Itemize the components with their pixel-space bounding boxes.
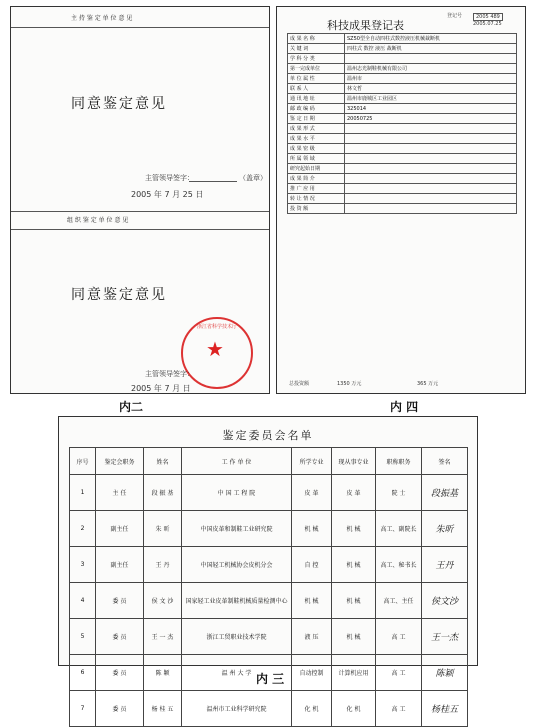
invest-label: 总投资额: [289, 381, 310, 387]
table-cell: 主 任: [96, 475, 144, 511]
form-row-value: [345, 164, 517, 174]
column-header: 姓名: [144, 448, 182, 475]
table-cell: 中 国 工 程 院: [182, 475, 292, 511]
form-row: [288, 154, 517, 164]
form-row-label: 所 属 领 域: [288, 154, 345, 164]
form-row-value: [345, 144, 517, 154]
table-cell: 4: [70, 583, 96, 619]
form-row-label: 推 广 应 用: [288, 184, 345, 194]
form-row: [288, 174, 517, 184]
form-row-value: 325014: [345, 104, 517, 114]
table-cell: 皮 革: [292, 475, 332, 511]
registration-table: [287, 33, 517, 214]
panel-host-opinion: [10, 6, 270, 394]
table-cell: 委 员: [96, 583, 144, 619]
column-header: 所学专业: [292, 448, 332, 475]
table-cell: 液 压: [292, 619, 332, 655]
table-cell: 高工、秘书长: [376, 547, 422, 583]
form-row-value: 温州市鹿城区工业园区: [345, 94, 517, 104]
reg-no-label: 登记号: [447, 13, 463, 19]
form-row-value: [345, 54, 517, 64]
form-row-label: 联 系 人: [288, 84, 345, 94]
form-row-label: 成 果 名 称: [288, 34, 345, 44]
form-row: [288, 114, 517, 124]
form-row-value: [345, 184, 517, 194]
form-row-label: 关 键 词: [288, 44, 345, 54]
table-cell: 化 机: [332, 691, 376, 727]
table-cell: 陈 颖: [144, 655, 182, 691]
table-cell: 化 机: [292, 691, 332, 727]
table-cell: 委 员: [96, 619, 144, 655]
form-row-label: 研究起始日期: [288, 164, 345, 174]
form-row-value: 林文哲: [345, 84, 517, 94]
table-cell: 副主任: [96, 511, 144, 547]
form-row: [288, 74, 517, 84]
signature: 王一杰: [422, 619, 468, 655]
form-row-value: 温州市: [345, 74, 517, 84]
form-row-label: 成 果 密 级: [288, 144, 345, 154]
form-row: [288, 194, 517, 204]
signature: 朱昕: [422, 511, 468, 547]
table-cell: 3: [70, 547, 96, 583]
form-row: [288, 184, 517, 194]
table-row: [70, 619, 468, 655]
form-row-value: [345, 134, 517, 144]
form-row-value: [345, 124, 517, 134]
form-row-value: [345, 154, 517, 164]
form-row: [288, 204, 517, 214]
table-cell: 高 工: [376, 691, 422, 727]
form-row: [288, 164, 517, 174]
form-row: [288, 104, 517, 114]
table-cell: 高工、主任: [376, 583, 422, 619]
form-row-label: 通 讯 地 址: [288, 94, 345, 104]
table-cell: 机 械: [332, 583, 376, 619]
table-cell: 机 械: [332, 511, 376, 547]
panel-registration-form: [276, 6, 526, 394]
profit-value: 365 万元: [417, 381, 439, 387]
form-row-value: 20050725: [345, 114, 517, 124]
table-cell: 机 械: [332, 619, 376, 655]
form-row-label: 第一完成单位: [288, 64, 345, 74]
form-row: [288, 34, 517, 44]
seal-text: 浙江省科学技术厅: [196, 324, 237, 330]
host-date: 2005 年 7 月 25 日: [131, 190, 204, 199]
column-header: 签名: [422, 448, 468, 475]
committee-title: 鉴定委员会名单: [222, 429, 314, 442]
form-row-label: 鉴 定 日 期: [288, 114, 345, 124]
invest-value: 1350 万元: [337, 381, 362, 387]
column-header: 工 作 单 位: [182, 448, 292, 475]
form-row-value: [345, 204, 517, 214]
table-cell: 自动控制: [292, 655, 332, 691]
table-cell: 自 控: [292, 547, 332, 583]
table-cell: 委 员: [96, 655, 144, 691]
table-cell: 温州市工业科学研究院: [182, 691, 292, 727]
table-cell: 中国轻工机械协会皮机分会: [182, 547, 292, 583]
table-cell: 院 士: [376, 475, 422, 511]
signature: 杨桂五: [422, 691, 468, 727]
table-row: [70, 511, 468, 547]
form-row-label: 成 果 形 式: [288, 124, 345, 134]
seal-star-icon: ★: [206, 337, 224, 361]
table-cell: 计算机应用: [332, 655, 376, 691]
table-cell: 浙江工贸职业技术学院: [182, 619, 292, 655]
table-cell: 5: [70, 619, 96, 655]
table-cell: 段 振 基: [144, 475, 182, 511]
reg-no: 2005 489: [473, 13, 503, 21]
form-row: [288, 134, 517, 144]
table-row: [70, 475, 468, 511]
table-cell: 侯 文 沙: [144, 583, 182, 619]
table-row: [70, 691, 468, 727]
caption-panel3: 内 三: [256, 672, 285, 686]
reg-date: 2005.07.25: [473, 21, 502, 27]
host-opinion-text: 同意鉴定意见: [71, 96, 167, 112]
form-row-value: [345, 194, 517, 204]
form-row: [288, 64, 517, 74]
table-cell: 王 一 杰: [144, 619, 182, 655]
caption-panel2: 内 四: [390, 400, 419, 414]
form-row: [288, 54, 517, 64]
caption-panel1: 内二: [119, 400, 144, 414]
org-unit-header: 组 织 鉴 定 单 位 意 见: [67, 217, 129, 224]
table-cell: 委 员: [96, 691, 144, 727]
form-row-label: 学 科 分 类: [288, 54, 345, 64]
table-cell: 王 丹: [144, 547, 182, 583]
form-row-label: 转 让 情 况: [288, 194, 345, 204]
host-sign-label: 主管领导签字：: [145, 174, 194, 182]
table-cell: 1: [70, 475, 96, 511]
signature: 王丹: [422, 547, 468, 583]
table-cell: 朱 昕: [144, 511, 182, 547]
form-title: 科技成果登记表: [327, 19, 404, 32]
form-row-label: 单 位 属 性: [288, 74, 345, 84]
column-header: 现从事专业: [332, 448, 376, 475]
form-row-value: SZ50型全自动四柱式数控液压机械裁断机: [345, 34, 517, 44]
signature: 段振基: [422, 475, 468, 511]
column-header: 鉴定会职务: [96, 448, 144, 475]
form-row: [288, 44, 517, 54]
form-row: [288, 144, 517, 154]
form-row: [288, 124, 517, 134]
form-row: [288, 94, 517, 104]
table-row: [70, 583, 468, 619]
table-row: [70, 547, 468, 583]
table-cell: 2: [70, 511, 96, 547]
table-cell: 机 械: [292, 583, 332, 619]
signature: 侯文沙: [422, 583, 468, 619]
table-cell: 7: [70, 691, 96, 727]
table-cell: 高 工: [376, 619, 422, 655]
form-row-value: [345, 174, 517, 184]
host-unit-header: 主 持 鉴 定 单 位 意 见: [71, 15, 133, 22]
table-cell: 副主任: [96, 547, 144, 583]
form-row: [288, 84, 517, 94]
table-cell: 皮 革: [332, 475, 376, 511]
form-row-label: 邮 政 编 码: [288, 104, 345, 114]
org-date: 2005 年 7 月 日: [131, 384, 191, 393]
table-cell: 温 州 大 学: [182, 655, 292, 691]
signature: 陈颖: [422, 655, 468, 691]
form-row-label: 成 果 水 平: [288, 134, 345, 144]
host-seal-label: （盖章）: [239, 174, 267, 182]
table-cell: 高 工: [376, 655, 422, 691]
table-cell: 机 械: [292, 511, 332, 547]
column-header: 职称职务: [376, 448, 422, 475]
table-cell: 国家轻工业皮革制鞋机械质量检测中心: [182, 583, 292, 619]
table-cell: 机 械: [332, 547, 376, 583]
table-cell: 杨 桂 五: [144, 691, 182, 727]
table-cell: 中国皮革和制鞋工业研究院: [182, 511, 292, 547]
table-cell: 高工、副院长: [376, 511, 422, 547]
form-row-value: 四柱式 数控 液压 裁断机: [345, 44, 517, 54]
org-opinion-text: 同意鉴定意见: [71, 287, 167, 303]
org-sign-label: 主管领导签字：: [145, 370, 194, 378]
form-row-label: 成 果 简 介: [288, 174, 345, 184]
form-row-value: 温州志光制鞋机械有限公司: [345, 64, 517, 74]
table-cell: 6: [70, 655, 96, 691]
form-row-label: 投 资 额: [288, 204, 345, 214]
column-header: 序号: [70, 448, 96, 475]
